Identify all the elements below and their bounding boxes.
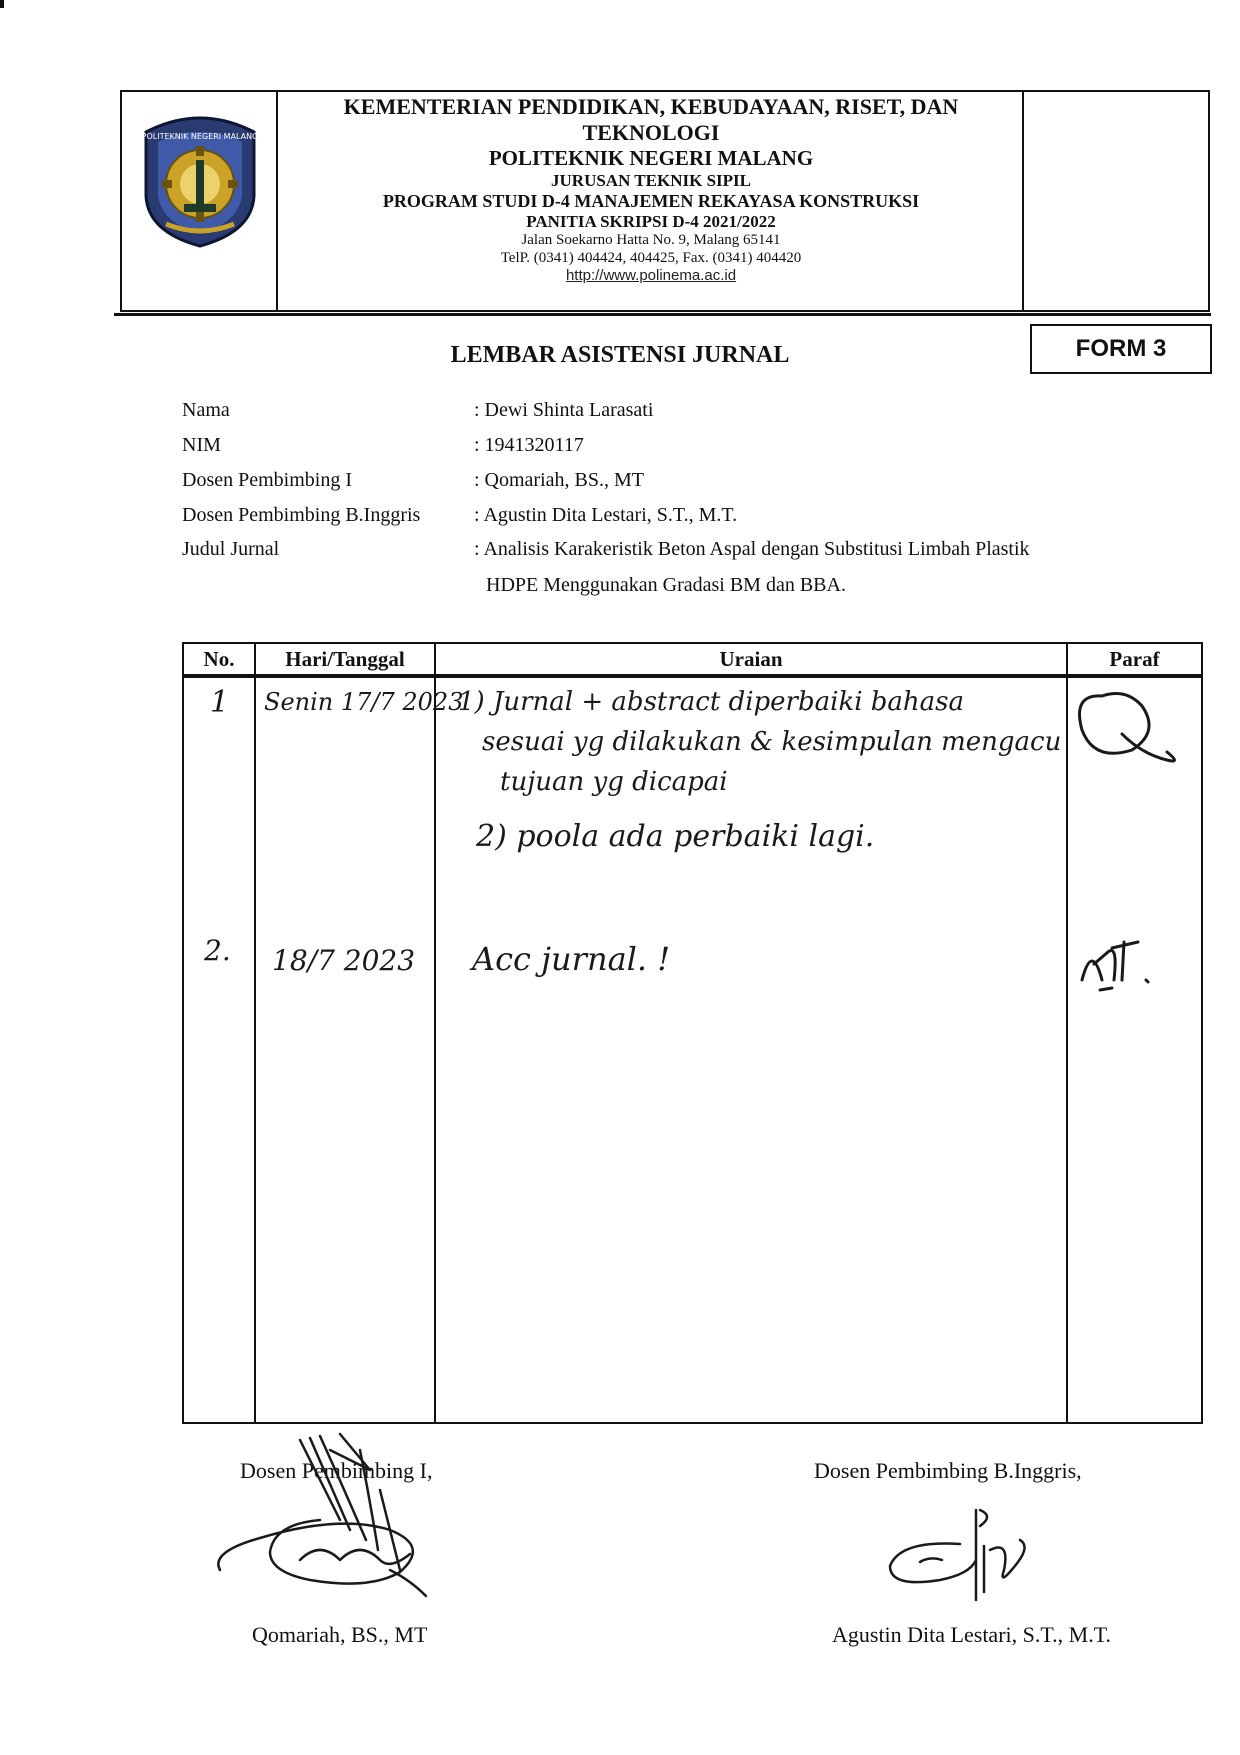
left-signature-icon <box>190 1420 460 1600</box>
letterhead-underline <box>114 313 1211 316</box>
svg-text:POLITEKNIK NEGERI MALANG: POLITEKNIK NEGERI MALANG <box>141 132 259 141</box>
row-1-paraf-icon <box>1080 694 1175 761</box>
value-nama: : Dewi Shinta Larasati <box>474 399 654 421</box>
row-1-note-1: 1) Jurnal + abstract diperbaiki bahasa <box>458 687 965 717</box>
address: Jalan Soekarno Hatta No. 9, Malang 65141 <box>521 232 781 248</box>
row-2-paraf-icon <box>1082 942 1148 990</box>
logo-cell <box>122 92 278 310</box>
label-nama: Nama <box>182 399 230 421</box>
row-1-note-4: 2) poola ada perbaiki lagi. <box>476 819 875 854</box>
header-uraian: Uraian <box>435 643 1067 675</box>
institution-name: POLITEKNIK NEGERI MALANG <box>488 145 814 170</box>
row-1-note-2: sesuai yg dilakukan & kesimpulan mengacu <box>482 727 1062 757</box>
form-code-badge: FORM 3 <box>1030 324 1212 374</box>
ministry-line1: KEMENTERIAN PENDIDIKAN, KEBUDAYAAN, RISET, DAN <box>343 94 959 119</box>
phone: TelP. (0341) 404424, 404425, Fax. (0341) 404420 <box>500 249 802 266</box>
ministry-line2: TEKNOLOGI <box>582 119 720 145</box>
header-paraf: Paraf <box>1067 643 1202 675</box>
scan-mark <box>0 0 4 8</box>
committee-name: PANITIA SKRIPSI D-4 2021/2022 <box>526 211 776 231</box>
value-dosen-1: : Qomariah, BS., MT <box>474 469 644 491</box>
label-judul: Judul Jurnal <box>182 538 280 560</box>
label-dosen-1: Dosen Pembimbing I <box>182 469 352 491</box>
letterhead <box>120 90 1210 312</box>
letterhead-text <box>278 92 1024 310</box>
website-link[interactable]: http://www.polinema.ac.id <box>565 267 737 285</box>
row-2-no: 2. <box>204 934 231 967</box>
left-signer-title: Dosen Pembimbing I, <box>240 1458 433 1483</box>
right-signature-icon <box>880 1500 1040 1610</box>
row-2-date: 18/7 2023 <box>272 944 416 977</box>
right-signer-title: Dosen Pembimbing B.Inggris, <box>814 1458 1082 1483</box>
header-no: No. <box>183 643 255 675</box>
letterhead-right-cell <box>1022 92 1208 310</box>
department-name: JURUSAN TEKNIK SIPIL <box>551 170 751 190</box>
row-1-note-3: tujuan yg dicapai <box>500 767 728 797</box>
right-signer-name: Agustin Dita Lestari, S.T., M.T. <box>832 1622 1112 1647</box>
label-dosen-inggris: Dosen Pembimbing B.Inggris <box>182 504 421 526</box>
row-1-date: Senin 17/7 2023 <box>264 688 464 716</box>
row-1-handwriting <box>182 680 1201 1420</box>
header-date: Hari/Tanggal <box>255 643 435 675</box>
value-nim: : 1941320117 <box>474 434 584 456</box>
program-name: PROGRAM STUDI D-4 MANAJEMEN REKAYASA KONSTRUKSI <box>382 190 920 211</box>
value-dosen-inggris: : Agustin Dita Lestari, S.T., M.T. <box>474 504 738 526</box>
row-2-note-1: Acc jurnal. ! <box>472 940 671 978</box>
value-judul: : Analisis Karakeristik Beton Aspal dengan Substitusi Limbah Plastik <box>474 538 1030 560</box>
row-1-no: 1 <box>210 685 230 720</box>
polinema-logo-icon <box>136 112 264 250</box>
value-judul-line2: HDPE Menggunakan Gradasi BM dan BBA. <box>486 574 846 596</box>
table-header-row <box>183 643 1202 675</box>
form-title: LEMBAR ASISTENSI JURNAL <box>450 342 790 368</box>
header-divider <box>182 676 1201 678</box>
label-nim: NIM <box>182 434 221 456</box>
left-signer-name: Qomariah, BS., MT <box>252 1622 428 1647</box>
